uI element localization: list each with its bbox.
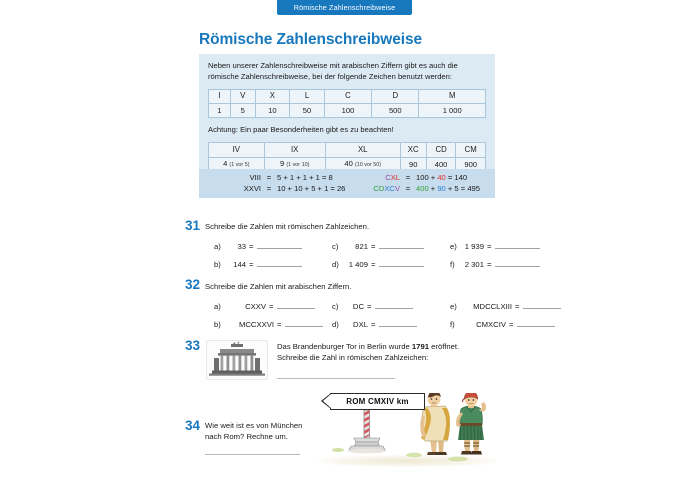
expression-part: 90 [437, 184, 446, 193]
cell-symbol: IV [209, 143, 265, 158]
exercise-32-instruction: Schreibe die Zahlen mit arabischen Ziffern. [205, 282, 352, 291]
numeral-part: CD [373, 184, 385, 193]
answer-blank[interactable] [257, 259, 302, 267]
example-numeral: VIII [249, 173, 261, 182]
exercise-item[interactable] [214, 259, 332, 269]
item-label: e) [450, 302, 457, 311]
cell-value: 90 [400, 157, 426, 172]
expression-part: 100 + [416, 173, 438, 182]
worked-examples [199, 169, 495, 198]
exercise-item[interactable] [214, 301, 332, 311]
item-value: 1 409 [348, 260, 368, 269]
signpost-board [330, 393, 425, 410]
item-value: MCCXXVI [238, 320, 274, 329]
exercise-item[interactable] [214, 319, 332, 329]
item-value: MDCCLXIII [473, 302, 512, 311]
answer-blank[interactable] [379, 241, 424, 249]
item-equals: = [367, 302, 372, 311]
exercise-item[interactable] [450, 259, 568, 269]
item-value: CXXV [245, 302, 266, 311]
exercise-32-items [214, 301, 568, 329]
item-equals: = [487, 260, 492, 269]
exercise-33-answer-line[interactable] [277, 378, 395, 379]
cell-symbol: IX [264, 143, 325, 158]
item-value: 821 [355, 242, 368, 251]
item-label: c) [332, 242, 339, 251]
item-value: 33 [237, 242, 246, 251]
answer-blank[interactable] [379, 319, 417, 327]
exercise-34-answer-line[interactable] [205, 454, 300, 455]
roman-signpost-scene [318, 393, 508, 473]
cell-symbol: V [230, 89, 255, 104]
answer-blank[interactable] [495, 259, 540, 267]
cell-symbol: L [290, 89, 325, 104]
exercise-33-line1-post: eröffnet. [429, 342, 460, 351]
exercise-33-year: 1791 [411, 342, 429, 351]
exercise-item[interactable] [332, 301, 450, 311]
example-numeral-colored [364, 183, 400, 194]
item-label: c) [332, 302, 339, 311]
value-hint: (1 vor 5) [229, 162, 250, 169]
value-text: 40 [344, 159, 353, 169]
example-numeral-colored [364, 172, 400, 183]
value-text: 9 [279, 159, 285, 169]
exercise-item[interactable] [450, 301, 568, 311]
item-value: DC [352, 302, 364, 311]
item-label: a) [214, 302, 221, 311]
expression-part: = 140 [445, 173, 468, 182]
answer-blank[interactable] [379, 259, 424, 267]
info-intro-text: Neben unserer Zahlenschreibweise mit arabischen Ziffern gibt es auch die römische Zahlenschreibweise, bei der folgende Zeichen benutzt werden: [208, 61, 458, 81]
cell-value: 500 [372, 104, 419, 118]
exercise-31-number: 31 [185, 218, 201, 233]
item-label: e) [450, 242, 457, 251]
cell-symbol: M [419, 89, 486, 104]
section-tab-label: Römische Zahlenschreibweise [293, 3, 396, 12]
exercise-34-text [205, 420, 325, 442]
item-equals: = [277, 320, 282, 329]
example-numeral: XXVI [243, 184, 261, 193]
numeral-part: V [394, 184, 400, 193]
item-equals: = [371, 242, 376, 251]
exercise-item[interactable] [450, 241, 568, 251]
answer-blank[interactable] [375, 301, 413, 309]
item-equals: = [487, 242, 492, 251]
example-left [199, 183, 354, 194]
exercise-item[interactable] [214, 241, 332, 251]
exercise-33-line1-pre: Das Brandenburger Tor in Berlin wurde [277, 342, 412, 351]
expression-part: 400 [416, 184, 429, 193]
cell-value: 1 000 [419, 104, 486, 118]
cell-value: 1 [209, 104, 231, 118]
item-label: d) [332, 260, 339, 269]
numeral-part: XC [384, 184, 395, 193]
basic-values-row [209, 104, 486, 118]
item-value: DXL [353, 320, 368, 329]
example-row [199, 172, 495, 183]
example-equals: = [266, 173, 272, 182]
example-expression-colored [416, 183, 480, 194]
example-expression-colored [416, 172, 467, 183]
signpost-label: ROM CMXIV km [346, 397, 409, 406]
signpost-arrow-inner [323, 394, 331, 408]
cell-value: 900 [456, 157, 486, 172]
exercise-31-instruction: Schreibe die Zahlen mit römischen Zahlzeichen. [205, 222, 370, 231]
cell-symbol: XL [325, 143, 400, 158]
exercise-34-line1: Wie weit ist es von München [205, 421, 303, 430]
example-equals: = [266, 184, 272, 193]
exercise-item[interactable] [450, 319, 568, 329]
cell-symbol: D [372, 89, 419, 104]
answer-blank[interactable] [495, 241, 540, 249]
item-value: CMXCIV [476, 320, 506, 329]
cell-value: 50 [290, 104, 325, 118]
item-label: d) [332, 320, 339, 329]
cell-value: 400 [426, 157, 456, 172]
expression-part: 40 [437, 173, 446, 182]
page-title: Römische Zahlenschreibweise [199, 31, 422, 48]
item-label: b) [214, 320, 221, 329]
item-label: a) [214, 242, 221, 251]
cell-value: 10 [255, 104, 290, 118]
exercise-34-number: 34 [185, 418, 201, 433]
expression-part: + 5 = 495 [445, 184, 480, 193]
numeral-part: C [385, 173, 391, 182]
answer-blank[interactable] [285, 319, 323, 327]
exercise-item[interactable] [332, 319, 450, 329]
special-symbols-row [209, 143, 486, 158]
exercise-33-line2: Schreibe die Zahl in römischen Zahlzeichen: [277, 353, 429, 363]
exercise-34-line2: nach Rom? Rechne um. [205, 432, 288, 442]
cell-symbol: CM [456, 143, 486, 158]
basic-symbols-row [209, 89, 486, 104]
value-hint: (10 vor 50) [354, 162, 382, 169]
item-value: 1 939 [464, 242, 484, 251]
cell-symbol: XC [400, 143, 426, 158]
example-right [354, 172, 495, 183]
brandenburger-tor-image [207, 341, 267, 379]
example-left [199, 172, 354, 183]
section-tab-badge [277, 0, 412, 15]
item-equals: = [249, 260, 254, 269]
exercise-item[interactable] [332, 241, 450, 251]
numeral-part: XL [390, 173, 400, 182]
exercise-33-text [277, 341, 492, 363]
expression-part: + [428, 184, 438, 193]
item-label: f) [450, 260, 455, 269]
answer-blank[interactable] [517, 319, 555, 327]
example-equals: = [405, 184, 411, 193]
item-equals: = [371, 320, 376, 329]
info-box [199, 54, 495, 173]
basic-numerals-table [208, 89, 486, 119]
answer-blank[interactable] [523, 301, 561, 309]
item-label: f) [450, 320, 455, 329]
exercise-31-items [214, 241, 568, 269]
example-row [199, 183, 495, 194]
exercise-item[interactable] [332, 259, 450, 269]
cell-symbol: I [209, 89, 231, 104]
answer-blank[interactable] [257, 241, 302, 249]
cell-symbol: CD [426, 143, 456, 158]
example-equals: = [405, 173, 411, 182]
example-expression: 5 + 1 + 1 + 1 = 8 [277, 173, 333, 182]
answer-blank[interactable] [277, 301, 315, 309]
item-equals: = [249, 242, 254, 251]
exercise-33-number: 33 [185, 338, 201, 353]
info-attention-text: Achtung: Ein paar Besonderheiten gibt es zu beachten! [208, 125, 394, 135]
item-equals: = [371, 260, 376, 269]
example-expression: 10 + 10 + 5 + 1 = 26 [277, 184, 346, 193]
item-label: b) [214, 260, 221, 269]
cell-value: 100 [324, 104, 371, 118]
item-equals: = [515, 302, 520, 311]
cell-value: 5 [230, 104, 255, 118]
value-text: 4 [223, 159, 228, 169]
value-hint: (1 vor 10) [286, 162, 310, 169]
cell-symbol: C [324, 89, 371, 104]
item-value: 2 301 [464, 260, 484, 269]
exercise-32-number: 32 [185, 277, 201, 292]
example-right [354, 183, 495, 194]
item-value: 144 [233, 260, 246, 269]
item-equals: = [509, 320, 514, 329]
item-equals: = [269, 302, 274, 311]
cell-symbol: X [255, 89, 290, 104]
brandenburger-tor-icon [207, 341, 267, 379]
